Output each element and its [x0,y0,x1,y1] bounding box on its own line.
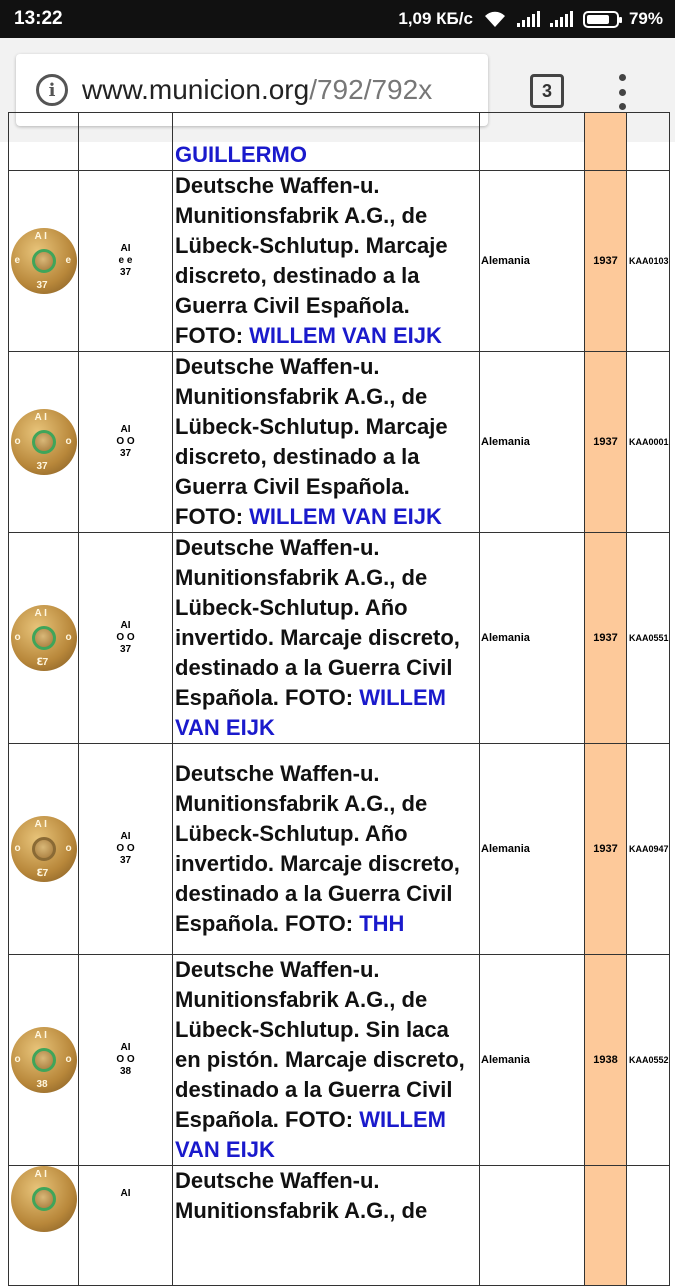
page-content [0,142,675,1223]
table-row [9,744,670,955]
photo-label: FOTO: [175,323,250,348]
headstamp-top-text: A I [34,231,47,242]
catalog-code: KAA0001 [627,352,670,533]
marking-line: O O [116,1054,135,1065]
description [173,352,480,533]
table-row [9,533,670,744]
marking-line: O O [116,436,135,447]
table-row [9,955,670,1166]
primer-shape [32,1187,56,1211]
headstamp-photo[interactable] [11,409,77,475]
network-speed: 1,09 КБ/с [398,9,473,28]
marking-line: AI [120,831,131,842]
catalog-code [627,1166,670,1286]
primer-shape [32,626,56,650]
photo-label: FOTO: [175,504,250,529]
headstamp-bottom-text: 38 [36,1079,48,1090]
headstamp-bottom-text: 37 [36,280,48,291]
headstamp-bottom-text: 37 [36,461,48,472]
year [585,1166,627,1286]
headstamp-photo[interactable] [11,816,77,882]
headstamp-left-text: e [14,255,21,266]
marking-line: 37 [119,267,132,278]
headstamp-left-text: o [14,1054,21,1065]
headstamp-photo[interactable] [11,228,77,294]
headstamp-photo-cell [9,171,79,352]
marking-line: O O [116,632,135,643]
year: 1937 [585,533,627,744]
description-text: Deutsche Waffen-u. Munitionsfabrik A.G., de [175,1168,428,1223]
headstamp-marking [79,1166,173,1286]
description [173,171,480,352]
status-bar [0,0,675,38]
headstamp-top-text: A I [34,608,47,619]
headstamp-photo-cell [9,955,79,1166]
marking-line: 38 [119,1066,132,1077]
headstamp-photo-cell [9,533,79,744]
photo-credit-link[interactable]: WILLEM VAN EIJK [249,323,442,348]
headstamp-photo-cell [9,352,79,533]
catalog-code: KAA0103 [627,171,670,352]
catalog-code: KAA0551 [627,533,670,744]
tab-switcher-button[interactable]: 3 [530,74,564,108]
headstamp-top-text: A I [34,1169,47,1180]
year: 1937 [585,744,627,955]
headstamp-left-text: o [14,843,21,854]
headstamp-right-text: e [65,255,72,266]
headstamp-right-text: o [65,843,72,854]
headstamp-marking [79,533,173,744]
table-row [9,171,670,352]
catalog-code: KAA0552 [627,955,670,1166]
headstamp-marking [79,744,173,955]
status-right [398,9,663,29]
headstamp-photo-cell [9,1166,79,1286]
headstamp-left-text: o [14,632,21,643]
signal-icon [517,11,540,27]
marking-line: AI [120,1042,131,1053]
year: 1937 [585,352,627,533]
headstamp-marking [79,955,173,1166]
headstamp-photo[interactable] [11,1166,77,1232]
description [173,533,480,744]
photo-credit-link[interactable]: THH [359,911,405,936]
description [173,955,480,1166]
primer-shape [32,430,56,454]
marking-line: AI [120,243,131,254]
marking-line: AI [120,620,131,631]
photo-credit-link[interactable]: WILLEM VAN EIJK [175,685,446,740]
description [173,1166,480,1286]
description [173,744,480,955]
primer-shape [32,1048,56,1072]
primer-shape [32,249,56,273]
cartridge-table [8,112,670,1286]
country: Alemania [480,352,585,533]
headstamp-photo[interactable] [11,605,77,671]
marking-line: 37 [119,644,132,655]
headstamp-bottom-text: ℇ7 [36,657,49,668]
headstamp-photo[interactable] [11,1027,77,1093]
status-time: 13:22 [14,8,63,29]
description-text: Deutsche Waffen-u. Munitionsfabrik A.G., de Lübeck-Schlutup. Año invertido. Marcaje discreto, destinado a la Guerra Civil Española. [175,761,460,936]
url-domain: www.municion.org [82,74,310,105]
photo-label: FOTO: [285,1107,360,1132]
marking-line: O O [116,843,135,854]
headstamp-top-text: A I [34,412,47,423]
primer-shape [32,837,56,861]
url-text[interactable] [82,74,432,106]
headstamp-photo-cell [9,744,79,955]
description-text: Deutsche Waffen-u. Munitionsfabrik A.G., de Lübeck-Schlutup. Sin laca en pistón. Marcaje discreto, destinado a la Guerra Civil Española. [175,957,465,1132]
marking-line: AI [120,1188,131,1199]
country: Alemania [480,955,585,1166]
marking-line: e e [118,255,133,266]
photo-credit-link[interactable]: WILLEM VAN EIJK [249,504,442,529]
overflow-menu-icon[interactable] [614,72,630,112]
marking-line: 37 [119,448,132,459]
headstamp-right-text: o [65,436,72,447]
photo-credit-link[interactable]: GUILLERMO [175,142,307,167]
battery-percent: 79% [628,9,663,28]
url-path: /792/792x [309,74,433,105]
photo-credit-link[interactable]: WILLEM VAN EIJK [175,1107,446,1162]
signal-icon-2 [550,11,573,27]
country: Alemania [480,744,585,955]
country [480,1166,585,1286]
marking-line: AI [120,424,131,435]
country: Alemania [480,533,585,744]
catalog-code: KAA0947 [627,744,670,955]
year: 1938 [585,955,627,1166]
headstamp-left-text: o [14,436,21,447]
marking-line: 37 [119,855,132,866]
year: 1937 [585,171,627,352]
description-text: Deutsche Waffen-u. Munitionsfabrik A.G., de Lübeck-Schlutup. Marcaje discreto, destinado a la Guerra Civil Española. [175,173,448,318]
description-text: Deutsche Waffen-u. Munitionsfabrik A.G., de Lübeck-Schlutup. Año invertido. Marcaje discreto, destinado a la Guerra Civil Española. [175,535,460,710]
photo-label: FOTO: [285,911,360,936]
battery-icon [583,11,619,28]
table-row [9,1166,670,1286]
photo-label: FOTO: [285,685,360,710]
headstamp-top-text: A I [34,819,47,830]
headstamp-right-text: o [65,632,72,643]
country: Alemania [480,171,585,352]
info-icon[interactable]: i [36,74,68,106]
wifi-icon [483,10,507,28]
headstamp-top-text: A I [34,1030,47,1041]
table-row-partial [9,113,670,171]
headstamp-marking [79,171,173,352]
description-text: Deutsche Waffen-u. Munitionsfabrik A.G., de Lübeck-Schlutup. Marcaje discreto, destinado a la Guerra Civil Española. [175,354,448,499]
headstamp-bottom-text: ℇ7 [36,868,49,879]
headstamp-right-text: o [65,1054,72,1065]
headstamp-marking [79,352,173,533]
table-row [9,352,670,533]
